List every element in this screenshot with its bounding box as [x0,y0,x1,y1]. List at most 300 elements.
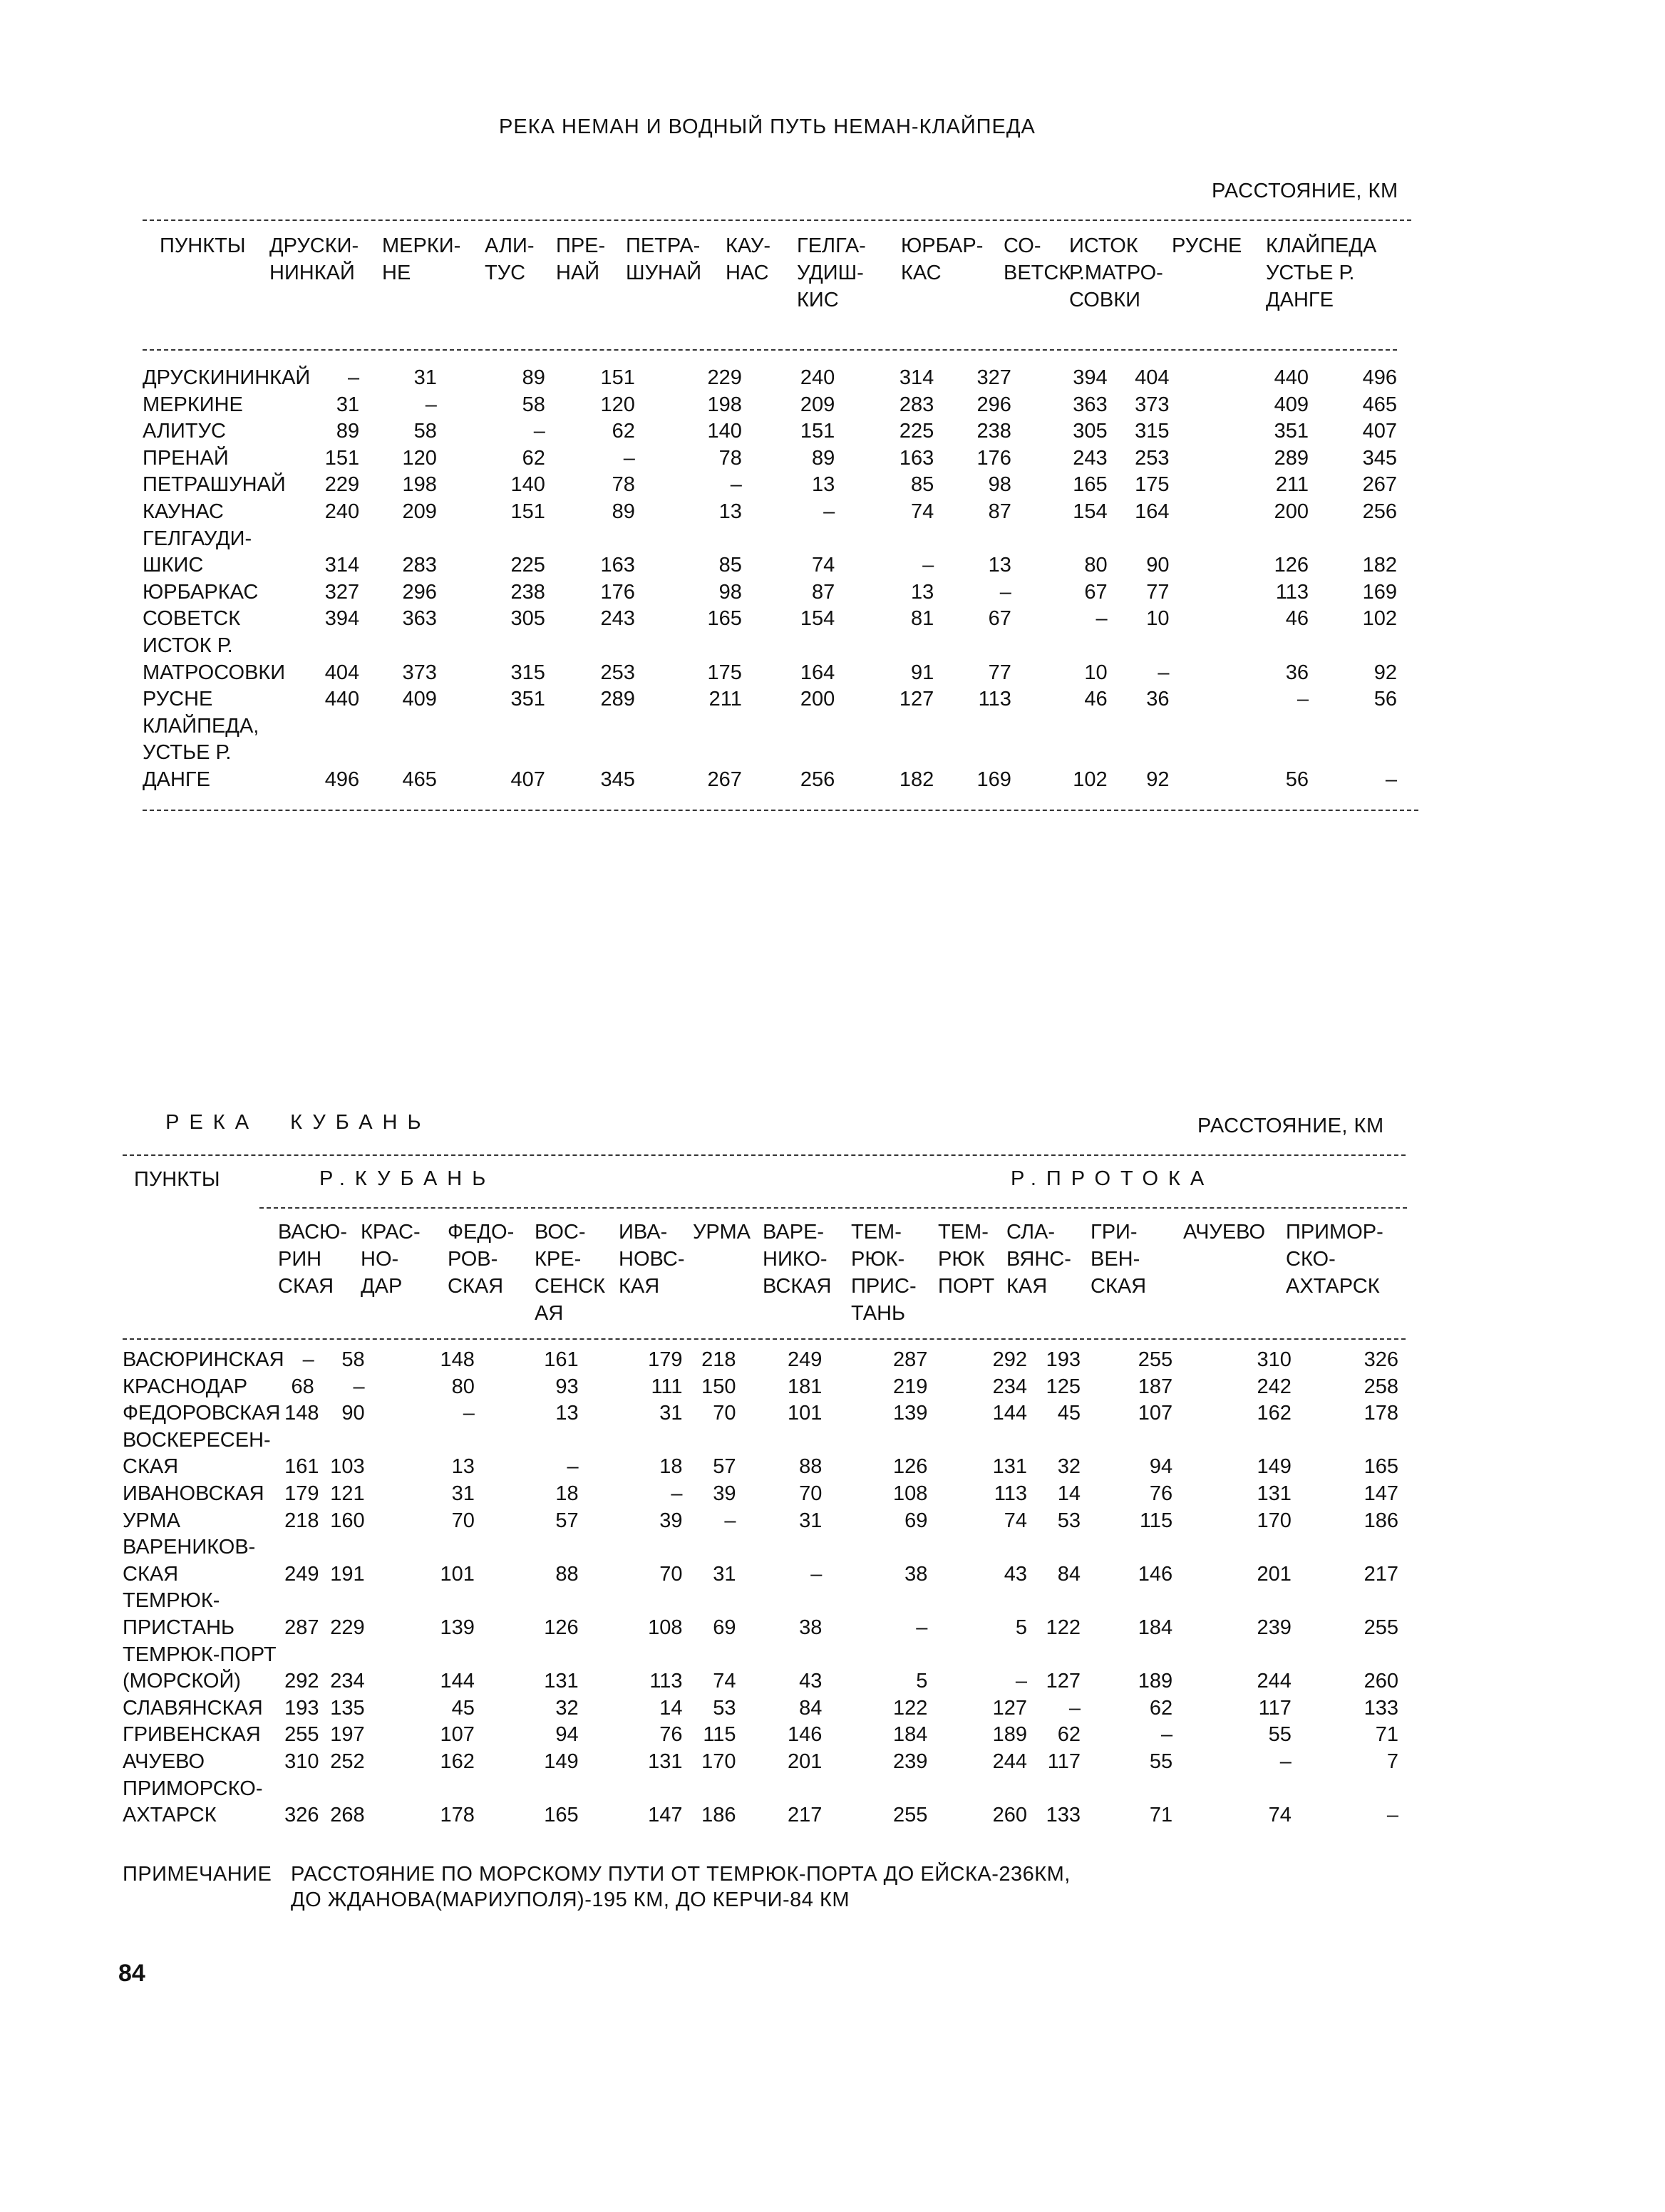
distance-cell: 56 [1373,688,1397,711]
distance-cell: 84 [799,1696,823,1720]
distance-cell: 148 [284,1402,319,1425]
note-line-1: РАССТОЯНИЕ ПО МОРСКОМУ ПУТИ ОТ ТЕМРЮК-ПОРТА ДО ЕЙСКА-236КМ, [291,1863,1071,1886]
distance-cell: 225 [510,554,545,577]
distance-cell: 244 [992,1750,1027,1773]
distance-cell: – [730,473,742,497]
distance-cell: 243 [600,607,635,631]
distance-cell: 394 [324,607,360,631]
distance-cell: – [810,1562,823,1586]
kuban-column-header: ГРИ- ВЕН- СКАЯ [1091,1221,1147,1298]
distance-cell: 125 [1046,1375,1081,1398]
distance-cell: – [922,554,934,577]
distance-cell: 287 [892,1348,928,1371]
distance-cell: 122 [892,1696,928,1720]
kuban-column-header: ВАРЕ- НИКО- ВСКАЯ [763,1221,832,1298]
distance-cell: 94 [1149,1455,1173,1479]
distance-cell: 133 [1046,1804,1081,1827]
distance-cell: 148 [440,1348,475,1371]
neman-column-header: ЮРБАР- КАС [901,234,984,284]
distance-cell: 144 [992,1402,1027,1425]
distance-cell: 36 [1285,661,1309,684]
distance-cell: 10 [1084,661,1108,684]
distance-cell: 70 [799,1482,823,1505]
distance-cell: 78 [612,473,635,497]
distance-cell: 89 [811,446,835,470]
distance-cell: 327 [324,580,360,604]
distance-cell: 179 [648,1348,683,1371]
row-label: ПРЕНАЙ [143,446,229,470]
table-row [123,1695,1398,1722]
distance-cell: 440 [1274,366,1309,389]
distance-cell: 31 [799,1509,823,1532]
distance-cell: 149 [544,1750,579,1773]
distance-cell: 31 [451,1482,475,1505]
row-label: СКАЯ [123,1562,179,1586]
distance-cell: – [1297,688,1309,711]
row-label: АЛИТУС [143,420,226,443]
distance-cell: 98 [988,473,1011,497]
table-row-label-continuation [123,1427,1398,1454]
table-row-label-continuation [123,1642,1398,1669]
table-row [123,1374,1398,1401]
distance-cell: 102 [1362,607,1397,631]
distance-cell: 127 [899,688,934,711]
distance-cell: 151 [800,420,835,443]
distance-cell: 87 [811,580,835,604]
distance-cell: 58 [413,420,437,443]
distance-cell: 409 [402,688,437,711]
distance-cell: 162 [440,1750,475,1773]
distance-cell: 108 [892,1482,928,1505]
table-row-label-continuation [143,633,1397,660]
distance-cell: 407 [510,768,545,791]
distance-cell: 71 [1375,1723,1398,1747]
distance-cell: – [1068,1696,1081,1720]
distance-cell: 140 [707,420,742,443]
distance-cell: 139 [440,1616,475,1639]
distance-cell: 351 [510,688,545,711]
distance-cell: 234 [330,1670,365,1693]
table-row [123,1802,1398,1829]
distance-cell: 164 [1135,500,1170,523]
distance-cell: 55 [1149,1750,1173,1773]
distance-cell: 74 [713,1670,736,1693]
distance-cell: 113 [978,688,1011,711]
distance-cell: 68 [291,1375,314,1398]
distance-cell: 53 [713,1696,736,1720]
distance-cell: 249 [788,1348,823,1371]
kuban-group-protoka: Р.ПРОТОКА [1011,1167,1215,1190]
distance-cell: 161 [544,1348,579,1371]
distance-cell: 45 [1057,1402,1081,1425]
distance-cell: 107 [440,1723,475,1747]
distance-cell: 98 [718,580,742,604]
distance-cell: 305 [510,607,545,631]
distance-cell: 225 [899,420,934,443]
row-label: МАТРОСОВКИ [143,661,286,684]
distance-cell: 175 [707,661,742,684]
distance-cell: 57 [555,1509,579,1532]
distance-cell: 363 [1073,393,1108,416]
distance-cell: 496 [1362,366,1397,389]
distance-cell: 74 [811,554,835,577]
table-row [123,1615,1398,1642]
row-label: АЧУЕВО [123,1750,205,1773]
kuban-rule-group [259,1207,1407,1209]
row-label: ПРИСТАНЬ [123,1616,235,1639]
table-row [143,606,1397,633]
distance-cell: – [567,1455,579,1479]
distance-cell: 163 [899,446,934,470]
distance-cell: 58 [341,1348,365,1371]
kuban-distance-table [123,1347,1398,1829]
distance-cell: 89 [522,366,545,389]
distance-cell: 80 [451,1375,475,1398]
neman-column-header: МЕРКИ- НЕ [382,234,461,284]
distance-cell: 117 [1047,1750,1081,1773]
distance-cell: – [671,1482,683,1505]
distance-cell: 14 [659,1696,683,1720]
distance-cell: 77 [1146,580,1170,604]
distance-cell: 200 [1274,500,1309,523]
distance-cell: 71 [1149,1804,1173,1827]
distance-cell: 147 [648,1804,683,1827]
distance-cell: 88 [555,1562,579,1586]
distance-cell: 149 [1257,1455,1292,1479]
distance-cell: 440 [324,688,360,711]
kuban-column-header: ВАСЮ- РИН СКАЯ [278,1221,347,1298]
neman-distance-table [143,365,1397,794]
distance-cell: 164 [800,661,835,684]
distance-cell: 170 [1257,1509,1292,1532]
distance-cell: 289 [1274,446,1309,470]
distance-cell: 13 [718,500,742,523]
kuban-column-header: ВОС- КРЕ- СЕНСК АЯ [535,1221,606,1325]
distance-cell: – [302,1348,314,1371]
distance-cell: 32 [555,1696,579,1720]
distance-cell: 327 [976,366,1011,389]
row-label: ВАСЮРИНСКАЯ [123,1348,284,1371]
distance-cell: 131 [992,1455,1027,1479]
distance-cell: 92 [1373,661,1397,684]
distance-cell: – [1385,768,1397,791]
distance-cell: 126 [892,1455,928,1479]
distance-cell: 409 [1274,393,1309,416]
row-label-part: ГЕЛГАУДИ- [143,527,252,550]
distance-cell: 315 [1135,420,1170,443]
row-label-part: ВОСКЕРЕСЕН- [123,1428,271,1452]
neman-column-header: ДРУСКИ- НИНКАЙ [269,234,359,284]
distance-cell: 46 [1285,607,1309,631]
distance-cell: 10 [1146,607,1170,631]
kuban-column-header: ПРИМОР- СКО- АХТАРСК [1286,1221,1383,1298]
table-row [123,1561,1398,1588]
distance-cell: 162 [1257,1402,1292,1425]
table-row [143,365,1397,392]
neman-title: РЕКА НЕМАН И ВОДНЫЙ ПУТЬ НЕМАН-КЛАЙПЕДА [499,115,1036,138]
neman-unit-label: РАССТОЯНИЕ, КМ [1212,180,1398,202]
distance-cell: 101 [440,1562,475,1586]
distance-cell: 198 [707,393,742,416]
neman-column-header: ПЕТРА- ШУНАЙ [626,234,702,284]
distance-cell: 5 [916,1670,928,1693]
distance-cell: 198 [402,473,437,497]
distance-cell: 111 [651,1375,683,1398]
distance-cell: 200 [800,688,835,711]
row-label: ФЕДОРОВСКАЯ [123,1402,281,1425]
distance-cell: 260 [992,1804,1027,1827]
distance-cell: – [916,1616,928,1639]
distance-cell: 189 [1138,1670,1173,1693]
distance-cell: 70 [713,1402,736,1425]
distance-cell: 102 [1073,768,1108,791]
distance-cell: 120 [600,393,635,416]
distance-cell: 84 [1057,1562,1081,1586]
distance-cell: 135 [330,1696,365,1720]
table-row [143,499,1397,526]
distance-cell: 31 [336,393,360,416]
neman-rule-top [143,219,1411,221]
table-row-label-continuation [143,526,1397,553]
note-line-2: ДО ЖДАНОВА(МАРИУПОЛЯ)-195 КМ, ДО КЕРЧИ-84 КМ [291,1888,850,1911]
distance-cell: – [623,446,635,470]
distance-cell: 127 [992,1696,1027,1720]
distance-cell: 70 [659,1562,683,1586]
distance-cell: – [724,1509,736,1532]
kuban-corner-header: ПУНКТЫ [134,1168,220,1191]
distance-cell: 363 [402,607,437,631]
kuban-column-header: КРАС- НО- ДАР [361,1221,421,1298]
kuban-column-header: ТЕМ- РЮК ПОРТ [938,1221,995,1298]
distance-cell: 131 [648,1750,683,1773]
distance-cell: – [1161,1723,1173,1747]
distance-cell: 268 [330,1804,365,1827]
neman-column-header: ИСТОК Р.МАТРО- СОВКИ [1069,234,1163,311]
distance-cell: – [353,1375,365,1398]
neman-column-header: КАУ- НАС [726,234,771,284]
distance-cell: 14 [1057,1482,1081,1505]
neman-corner-header: ПУНКТЫ [160,234,246,257]
distance-cell: 43 [799,1670,823,1693]
distance-cell: 169 [976,768,1011,791]
row-label: ЮРБАРКАС [143,580,259,604]
row-label: (МОРСКОЙ) [123,1670,241,1693]
distance-cell: 18 [659,1455,683,1479]
distance-cell: 74 [1268,1804,1292,1827]
distance-cell: 187 [1138,1375,1173,1398]
distance-cell: 283 [402,554,437,577]
distance-cell: 81 [911,607,934,631]
distance-cell: 126 [544,1616,579,1639]
distance-cell: 255 [1364,1616,1398,1639]
distance-cell: 373 [402,661,437,684]
neman-column-header: ГЕЛГА- УДИШ- КИС [797,234,866,311]
distance-cell: 260 [1364,1670,1398,1693]
distance-cell: 186 [701,1804,736,1827]
distance-cell: 218 [701,1348,736,1371]
kuban-unit-label: РАССТОЯНИЕ, КМ [1197,1115,1384,1137]
distance-cell: – [823,500,835,523]
distance-cell: 242 [1257,1375,1292,1398]
distance-cell: 151 [600,366,635,389]
distance-cell: 144 [440,1670,475,1693]
table-row [123,1722,1398,1749]
distance-cell: 120 [402,446,437,470]
distance-cell: 53 [1057,1509,1081,1532]
row-label: ГРИВЕНСКАЯ [123,1723,261,1747]
distance-cell: 161 [284,1455,319,1479]
kuban-column-header: ИВА- НОВС- КАЯ [619,1221,685,1298]
distance-cell: 113 [994,1482,1027,1505]
distance-cell: 283 [899,393,934,416]
distance-cell: 229 [330,1616,365,1639]
distance-cell: 147 [1364,1482,1398,1505]
distance-cell: – [348,366,360,389]
distance-cell: 465 [402,768,437,791]
distance-cell: 103 [330,1455,365,1479]
distance-cell: 256 [800,768,835,791]
distance-cell: 5 [1015,1616,1027,1639]
row-label: КАУНАС [143,500,224,523]
kuban-column-header: ФЕДО- РОВ- СКАЯ [448,1221,515,1298]
distance-cell: 351 [1274,420,1309,443]
kuban-rule-top [123,1154,1406,1156]
distance-cell: 165 [1364,1455,1398,1479]
distance-cell: 13 [811,473,835,497]
kuban-group-kuban: Р.КУБАНЬ [319,1167,496,1190]
distance-cell: 140 [510,473,545,497]
table-row [123,1481,1398,1508]
distance-cell: 191 [330,1562,365,1586]
row-label-part: ИСТОК Р. [143,634,233,657]
distance-cell: 131 [1257,1482,1292,1505]
distance-cell: 253 [1135,446,1170,470]
distance-cell: 93 [555,1375,579,1398]
table-row-label-continuation [123,1588,1398,1615]
distance-cell: 31 [413,366,437,389]
kuban-title-text: РЕКА КУБАНЬ [165,1111,431,1134]
distance-cell: 67 [1084,580,1108,604]
distance-cell: 258 [1364,1375,1398,1398]
distance-cell: 326 [1364,1348,1398,1371]
distance-cell: 314 [324,554,360,577]
distance-cell: 62 [612,420,635,443]
distance-cell: 229 [324,473,360,497]
distance-cell: 92 [1146,768,1170,791]
distance-cell: 189 [992,1723,1027,1747]
distance-cell: 163 [600,554,635,577]
distance-cell: 13 [555,1402,579,1425]
table-row [123,1668,1398,1695]
distance-cell: 39 [659,1509,683,1532]
distance-cell: 178 [440,1804,475,1827]
distance-cell: 89 [612,500,635,523]
distance-cell: 181 [788,1375,823,1398]
distance-cell: 234 [992,1375,1027,1398]
distance-cell: 176 [976,446,1011,470]
distance-cell: – [425,393,437,416]
neman-column-header: АЛИ- ТУС [485,234,535,284]
table-row [123,1347,1398,1374]
row-label-part: ПРИМОРСКО- [123,1777,263,1800]
distance-cell: 267 [1362,473,1397,497]
distance-cell: 151 [510,500,545,523]
neman-column-header: РУСНЕ [1172,234,1242,257]
distance-cell: 292 [284,1670,319,1693]
distance-cell: 296 [402,580,437,604]
distance-cell: 287 [284,1616,319,1639]
neman-rule-header [143,349,1397,351]
distance-cell: 126 [1274,554,1309,577]
distance-cell: 7 [1386,1750,1398,1773]
distance-cell: 249 [284,1562,319,1586]
distance-cell: 88 [799,1455,823,1479]
row-label: СЛАВЯНСКАЯ [123,1696,263,1720]
distance-cell: 146 [1138,1562,1173,1586]
table-row [143,392,1397,419]
distance-cell: 69 [713,1616,736,1639]
distance-cell: 184 [892,1723,928,1747]
table-row [143,660,1397,687]
distance-cell: 121 [330,1482,365,1505]
neman-column-header: ПРЕ- НАЙ [556,234,606,284]
distance-cell: – [1096,607,1108,631]
distance-cell: 186 [1364,1509,1398,1532]
distance-cell: 74 [911,500,934,523]
distance-cell: 58 [522,393,545,416]
distance-cell: – [1279,1750,1292,1773]
table-row-label-continuation [123,1534,1398,1561]
table-row [143,418,1397,445]
table-row [143,579,1397,606]
distance-cell: – [533,420,545,443]
distance-cell: 91 [911,661,934,684]
distance-cell: 57 [713,1455,736,1479]
distance-cell: 175 [1135,473,1170,497]
distance-cell: 465 [1362,393,1397,416]
distance-cell: 218 [284,1509,319,1532]
distance-cell: 244 [1257,1670,1292,1693]
distance-cell: 310 [284,1750,319,1773]
distance-cell: 76 [1149,1482,1173,1505]
distance-cell: 38 [799,1616,823,1639]
distance-cell: 176 [600,580,635,604]
distance-cell: 305 [1073,420,1108,443]
distance-cell: 77 [988,661,1011,684]
distance-cell: 407 [1362,420,1397,443]
distance-cell: 154 [800,607,835,631]
distance-cell: 151 [324,446,360,470]
distance-cell: 113 [649,1670,683,1693]
distance-cell: 197 [330,1723,365,1747]
distance-cell: 76 [659,1723,683,1747]
table-row-label-continuation [143,713,1397,740]
distance-cell: 89 [336,420,360,443]
distance-cell: 13 [988,554,1011,577]
distance-cell: 219 [892,1375,928,1398]
table-row [143,552,1397,579]
kuban-title [134,1083,431,1136]
distance-cell: 150 [701,1375,736,1398]
distance-cell: 404 [324,661,360,684]
distance-cell: 67 [988,607,1011,631]
row-label: РУСНЕ [143,688,213,711]
distance-cell: 107 [1138,1402,1173,1425]
distance-cell: 314 [899,366,934,389]
row-label-part: ВАРЕНИКОВ- [123,1536,256,1559]
row-label: МЕРКИНЕ [143,393,243,416]
distance-cell: 253 [600,661,635,684]
